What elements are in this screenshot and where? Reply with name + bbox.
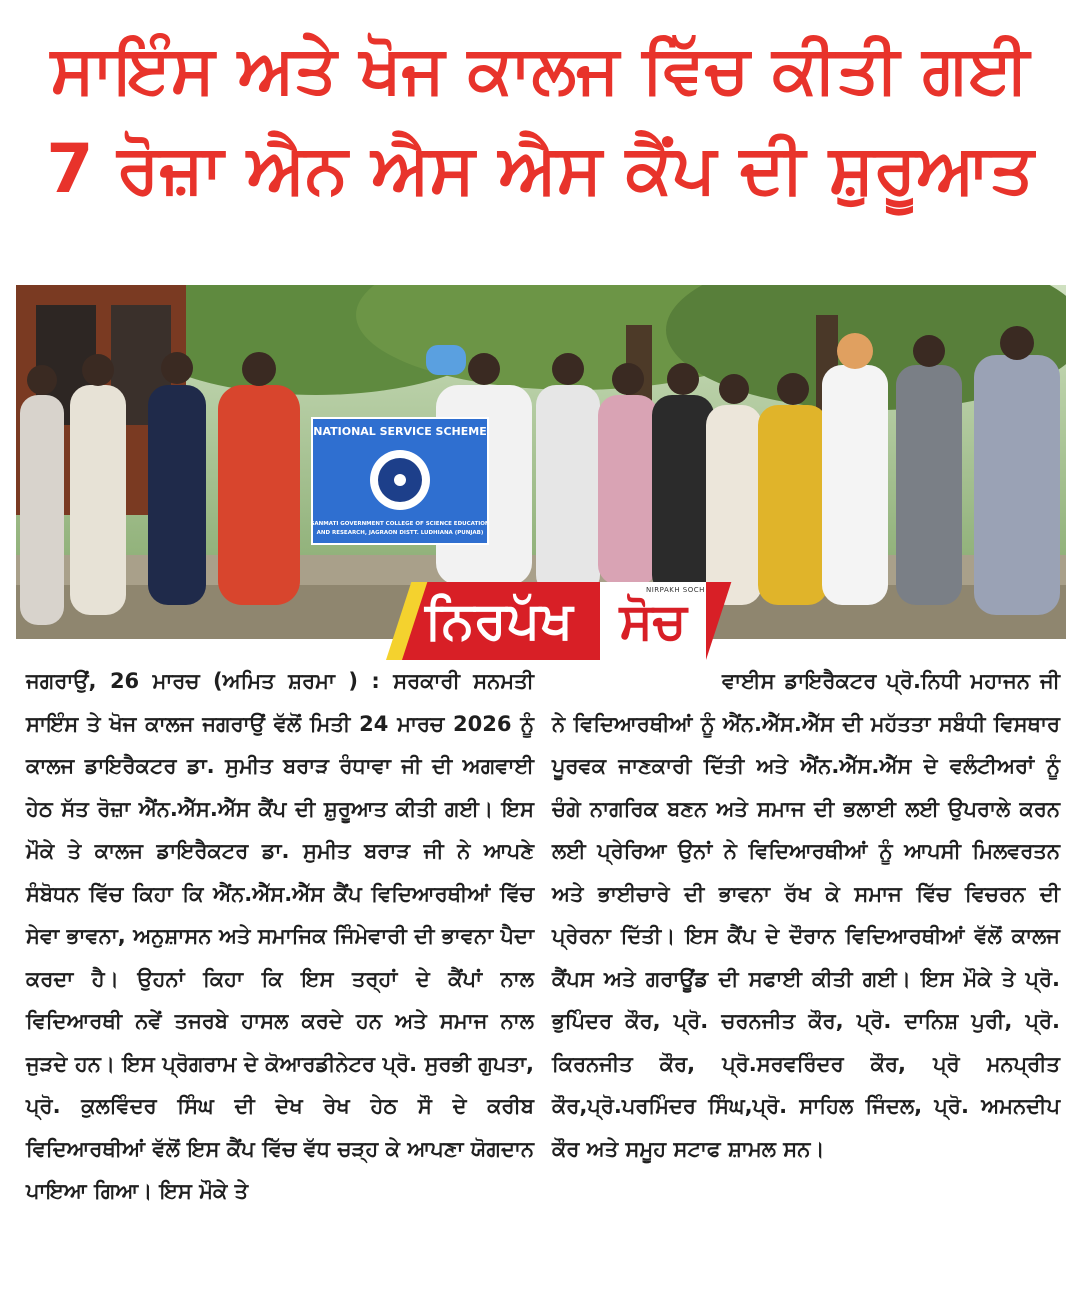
banner-line-2: AND RESEARCH, JAGRAON DISTT. LUDHIANA (PUNJAB) xyxy=(316,530,484,536)
headline-line-1: ਸਾਇੰਸ ਅਤੇ ਖੋਜ ਕਾਲਜ ਵਿੱਚ ਕੀਤੀ ਗਈ xyxy=(50,31,1030,108)
article-right-text: ਵਾਈਸ ਡਾਇਰੈਕਟਰ ਪ੍ਰੋ.ਨਿਧੀ ਮਹਾਜਨ ਜੀ ਨੇ ਵਿਦਿਆਰਥੀਆਂ ਨੂੰ ਐਂਨ.ਐੱਸ.ਐੱਸ ਦੀ ਮਹੱਤਤਾ ਸਬੰਧੀ ਵਿਸਥਾਰ ਪੂਰਵਕ ਜਾਣਕਾਰੀ ਦਿੱਤੀ ਅਤੇ ਐਂਨ.ਐੱਸ.ਐੱਸ ਦੇ ਵਲੰਟੀਅਰਾਂ ਨੂੰ ਚੰਗੇ ਨਾਗਰਿਕ ਬਣਨ ਅਤੇ ਸਮਾਜ ਦੀ ਭਲਾਈ ਲਈ ਉਪਰਾਲੇ ਕਰਨ ਲਈ ਪ੍ਰੇਰਿਆ ਉਨਾਂ ਨੇ ਵਿਦਿਆਰਥੀਆਂ ਨੂੰ ਆਪਸੀ ਮਿਲਵਰਤਨ ਅਤੇ ਭਾਈਚਾਰੇ ਦੀ ਭਾਵਨਾ ਰੱਖ ਕੇ ਸਮਾਜ ਵਿੱਚ ਵਿਚਰਨ ਦੀ ਪ੍ਰੇਰਨਾ ਦਿੱਤੀ। ਇਸ ਕੈਂਪ ਦੇ ਦੌਰਾਨ ਵਿਦਿਆਰਥੀਆਂ ਵੱਲੋਂ ਕਾਲਜ ਕੈਂਪਸ ਅਤੇ ਗਰਾਊਂਡ ਦੀ ਸਫਾਈ ਕੀਤੀ ਗਈ। ਇਸ ਮੌਕੇ ਤੇ ਪ੍ਰੋ. ਭੁਪਿੰਦਰ ਕੌਰ, ਪ੍ਰੋ. ਚਰਨਜੀਤ ਕੌਰ, ਪ੍ਰੋ. ਦਾਨਿਸ਼ ਪੁਰੀ, ਪ੍ਰੋ. ਕਿਰਨਜੀਤ ਕੌਰ, ਪ੍ਰੋ.ਸਰਵਰਿੰਦਰ ਕੌਰ, ਪ੍ਰੋ ਮਨਪ੍ਰੀਤ ਕੌਰ,ਪ੍ਰੋ.ਪਰਮਿੰਦਰ ਸਿੰਘ,ਪ੍ਰੋ. ਸਾਹਿਲ ਜਿੰਦਲ, ਪ੍ਰੋ. ਅਮਨਦੀਪ ਕੌਰ ਅਤੇ ਸਮੂਹ ਸਟਾਫ ਸ਼ਾਮਲ ਸਨ। xyxy=(552,669,1060,1161)
headline-line-2: 7 ਰੋਜ਼ਾ ਐਨ ਐਸ ਐਸ ਕੈਂਪ ਦੀ ਸ਼ੁਰੂਆਤ xyxy=(46,130,1034,209)
masthead-word-2: ਸੋਚ xyxy=(619,592,687,650)
masthead-small-text: NIRPAKH SOCH xyxy=(646,586,705,594)
article-column-right xyxy=(552,660,1060,1170)
banner-title: NATIONAL SERVICE SCHEME xyxy=(313,425,487,438)
masthead-word-1: ਨਿਰਪੱਖ xyxy=(425,591,573,651)
article-left-text: ਜਗਰਾਉਂ, 26 ਮਾਰਚ (ਅਮਿਤ ਸ਼ਰਮਾ ) : ਸਰਕਾਰੀ ਸਨਮਤੀ ਸਾਇੰਸ ਤੇ ਖੋਜ ਕਾਲਜ ਜਗਰਾਉਂ ਵੱਲੋਂ ਮਿਤੀ 24 ਮਾਰਚ 2026 ਨੂੰ ਕਾਲਜ ਡਾਇਰੈਕਟਰ ਡਾ. ਸੁਮੀਤ ਬਰਾੜ ਰੰਧਾਵਾ ਜੀ ਦੀ ਅਗਵਾਈ ਹੇਠ ਸੱਤ ਰੋਜ਼ਾ ਐਂਨ.ਐੱਸ.ਐੱਸ ਕੈਂਪ ਦੀ ਸ਼ੁਰੂਆਤ ਕੀਤੀ ਗਈ। ਇਸ ਮੌਕੇ ਤੇ ਕਾਲਜ ਡਾਇਰੈਕਟਰ ਡਾ. ਸੁਮੀਤ ਬਰਾੜ ਜੀ ਨੇ ਆਪਣੇ ਸੰਬੋਧਨ ਵਿੱਚ ਕਿਹਾ ਕਿ ਐਂਨ.ਐੱਸ.ਐੱਸ ਕੈਂਪ ਵਿਦਿਆਰਥੀਆਂ ਵਿੱਚ ਸੇਵਾ ਭਾਵਨਾ, ਅਨੁਸ਼ਾਸਨ ਅਤੇ ਸਮਾਜਿਕ ਜਿੰਮੇਵਾਰੀ ਦੀ ਭਾਵਨਾ ਪੈਦਾ ਕਰਦਾ ਹੈ। ਉਹਨਾਂ ਕਿਹਾ ਕਿ ਇਸ ਤਰ੍ਹਾਂ ਦੇ ਕੈਂਪਾਂ ਨਾਲ ਵਿਦਿਆਰਥੀ ਨਵੇਂ ਤਜਰਬੇ ਹਾਸਲ ਕਰਦੇ ਹਨ ਅਤੇ ਸਮਾਜ ਨਾਲ ਜੁੜਦੇ ਹਨ। ਇਸ ਪ੍ਰੋਗਰਾਮ ਦੇ ਕੋਆਰਡੀਨੇਟਰ ਪ੍ਰੋ. ਸੁਰਭੀ ਗੁਪਤਾ, ਪ੍ਰੋ. ਕੁਲਵਿੰਦਰ ਸਿੰਘ ਦੀ ਦੇਖ ਰੇਖ ਹੇਠ ਸੌ ਦੇ ਕਰੀਬ ਵਿਦਿਆਰਥੀਆਂ ਵੱਲੋਂ ਇਸ ਕੈਂਪ ਵਿੱਚ ਵੱਧ ਚੜ੍ਹ ਕੇ ਆਪਣਾ ਯੋਗਦਾਨ ਪਾਇਆ ਗਿਆ। ਇਸ ਮੌਕੇ ਤੇ xyxy=(26,669,534,1203)
headline xyxy=(0,0,1080,270)
banner-line-1: SANMATI GOVERNMENT COLLEGE OF SCIENCE EDUCATION xyxy=(310,521,490,527)
article-body xyxy=(26,660,1060,1300)
article-column-left xyxy=(26,660,534,1213)
newspaper-masthead xyxy=(386,582,706,660)
